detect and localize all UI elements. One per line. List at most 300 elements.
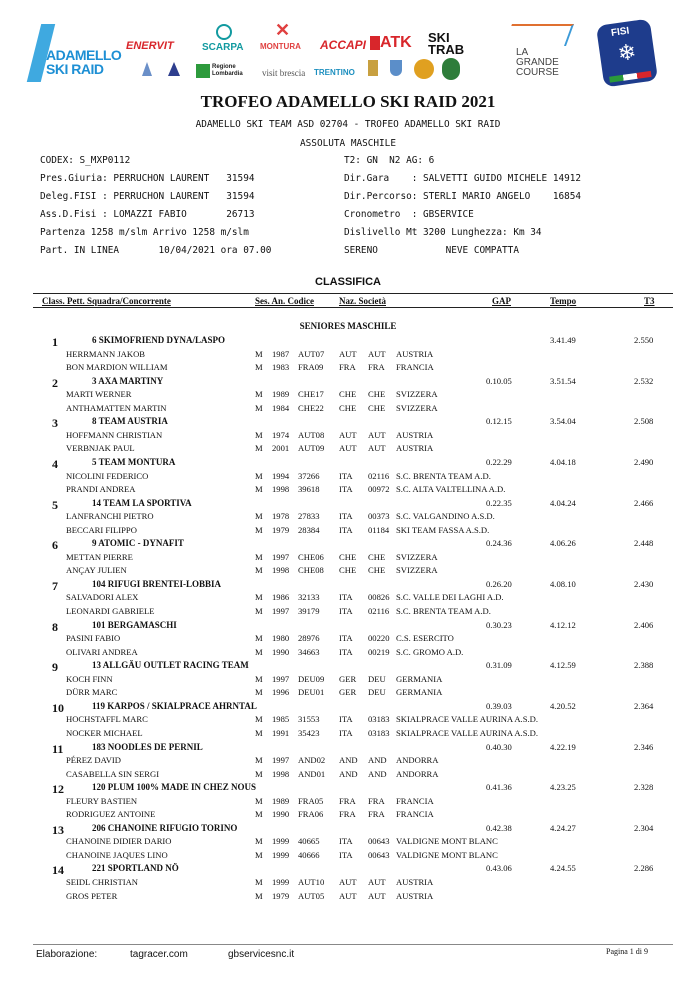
sponsor-logos [30,18,670,90]
athlete-year: 1997 [272,606,290,616]
athlete-name: LEONARDI GABRIELE [66,606,155,616]
athlete-code: 40666 [298,849,320,860]
athlete-row [0,850,696,863]
deleg-fisi: Deleg.FISI : PERRUCHON LAURENT 31594 [40,191,255,202]
team-gap: 0.31.09 [486,660,512,671]
team-name: 13 ALLGÄU OUTLET RACING TEAM [92,660,249,671]
athlete-name: NOCKER MICHAEL [66,727,143,738]
team-t3: 2.466 [634,497,654,508]
athlete-sex: M [255,755,263,766]
footer-site-gbservice[interactable]: gbservicesnc.it [228,949,295,960]
athlete-club-code: 00972 [368,484,390,495]
team-position: 8 [52,619,58,634]
athlete-club: SKIALPRACE VALLE AURINA A.S.D. [396,727,538,738]
athlete-code: 32133 [298,592,320,603]
athlete-code: AND02 [298,755,326,766]
athlete-row [0,674,696,687]
header-rule-top [33,293,673,294]
athlete-nation: FRA [339,362,356,373]
team-time: 4.04.18 [550,456,576,467]
athlete-row [0,565,696,578]
athlete-code: DEU01 [298,687,325,698]
athlete-club: AUSTRIA [396,877,434,887]
athlete-club-code: 01184 [368,524,390,535]
team-time: 4.23.25 [550,782,576,793]
team-name: 14 TEAM LA SPORTIVA [92,497,192,508]
athlete-code: 39179 [298,606,320,616]
col-gap: GAP [492,296,511,306]
athlete-name: BON MARDION WILLIAM [66,362,168,373]
team-t3: 2.508 [634,416,654,427]
team-position: 11 [52,741,64,756]
athlete-code: 40665 [298,836,320,847]
athlete-year: 1990 [272,646,290,657]
athlete-year: 1980 [272,633,290,644]
team-name: 3 AXA MARTINY [92,375,164,386]
team-row [0,498,696,511]
athlete-code: CHE17 [298,389,324,400]
athlete-club: C.S. ESERCITO [396,633,454,644]
adamello-ski-raid-logo: ADAMELLO SKI RAID [46,47,122,77]
athlete-code: FRA06 [298,809,324,820]
athlete-row [0,362,696,375]
team-position: 3 [52,416,58,431]
athlete-club: S.C. BRENTA TEAM A.D. [396,606,491,616]
team-row [0,823,696,836]
athlete-nation: AUT [339,348,357,359]
athlete-sex: M [255,389,263,400]
athlete-nation: AND [339,755,358,766]
team-name: 183 NOODLES DE PERNIL [92,741,203,752]
athlete-row [0,687,696,700]
athlete-nation: ITA [339,484,353,495]
athlete-sex: M [255,484,263,495]
athlete-club-code: DEU [368,673,386,684]
athlete-name: ANTHAMATTEN MARTIN [66,402,167,413]
classifica-heading: CLASSIFICA [315,276,381,288]
team-row [0,660,696,673]
scarpa-icon [216,24,232,40]
athlete-row [0,511,696,524]
col-t3: T3 [644,296,655,306]
athlete-club-code: 02116 [368,606,390,616]
athlete-club-code: 00219 [368,646,390,657]
athlete-club: FRANCIA [396,795,434,806]
athlete-year: 1990 [272,809,290,820]
athlete-sex: M [255,606,263,616]
athlete-code: 37266 [298,470,320,481]
athlete-sex: M [255,429,263,440]
athlete-row [0,728,696,741]
visit-brescia-logo: visit brescia [262,68,306,78]
enervit-logo: ENERVIT [126,40,174,52]
crest-3 [414,59,434,79]
athlete-sex: M [255,592,263,603]
athlete-name: DÜRR MARC [66,687,118,698]
athlete-club: AUSTRIA [396,890,434,901]
athlete-nation: CHE [339,551,357,562]
athlete-code: 27833 [298,511,320,522]
team-row [0,416,696,429]
athlete-year: 1998 [272,565,290,576]
athlete-club: S.C. BRENTA TEAM A.D. [396,470,491,481]
athlete-name: KOCH FINN [66,673,113,684]
athlete-name: SEIDL CHRISTIAN [66,877,139,887]
team-time: 4.24.27 [550,822,576,833]
dislivello: Dislivello Mt 3200 Lunghezza: Km 34 [344,227,542,238]
montura-x-icon: ✕ [275,20,291,40]
header-rule-bottom [33,307,673,308]
athlete-sex: M [255,849,263,860]
scarpa-logo: SCARPA [202,42,244,53]
athlete-nation: ITA [339,836,353,847]
athlete-year: 1996 [272,687,290,698]
athlete-sex: M [255,633,263,644]
athlete-name: PRANDI ANDREA [66,484,136,495]
part-in-linea: Part. IN LINEA 10/04/2021 ora 07.00 [40,245,272,256]
athlete-name: OLIVARI ANDREA [66,646,138,657]
athlete-code: CHE06 [298,551,324,562]
team-name: 104 RIFUGI BRENTEI-LOBBIA [92,578,222,589]
athlete-code: 28976 [298,633,320,644]
team-gap: 0.26.20 [486,578,512,589]
athlete-year: 1999 [272,849,290,860]
athlete-code: AUT10 [298,877,325,887]
athlete-name: CHANOINE JAQUES LINO [66,849,168,860]
athlete-year: 1974 [272,429,290,440]
athlete-nation: FRA [339,809,356,820]
team-row [0,620,696,633]
athlete-row [0,389,696,402]
team-t3: 2.304 [634,822,654,833]
athlete-name: VERBNJAK PAUL [66,443,135,454]
crest-2 [390,60,402,76]
athlete-year: 1998 [272,484,290,495]
athlete-nation: GER [339,673,357,684]
athlete-nation: ITA [339,646,353,657]
athlete-club-code: AUT [368,877,386,887]
athlete-row [0,606,696,619]
athlete-row [0,403,696,416]
small-logo-2 [168,62,180,76]
team-row [0,579,696,592]
team-row [0,863,696,876]
athlete-row [0,809,696,822]
athlete-sex: M [255,511,263,522]
crest-1 [368,60,378,76]
athlete-nation: CHE [339,402,357,413]
team-gap: 0.43.06 [486,863,512,874]
col-ses-an-code: Ses. An. Codice [255,296,315,306]
team-gap: 0.40.30 [486,741,512,752]
athlete-sex: M [255,877,263,887]
athlete-row [0,525,696,538]
page-title: TROFEO ADAMELLO SKI RAID 2021 [200,92,496,111]
athlete-name: RODRIGUEZ ANTOINE [66,809,156,820]
athlete-sex: M [255,402,263,413]
team-t3: 2.448 [634,538,654,549]
team-row [0,457,696,470]
athlete-nation: ITA [339,633,353,644]
athlete-year: 1979 [272,524,290,535]
athlete-nation: ITA [339,606,353,616]
team-gap: 0.24.36 [486,538,512,549]
team-name: 120 PLUM 100% MADE IN CHEZ NOUS [92,782,257,793]
athlete-year: 1999 [272,836,290,847]
athlete-sex: M [255,362,263,373]
athlete-nation: AUT [339,890,357,901]
athlete-name: PÉREZ DAVID [66,755,121,766]
team-position: 6 [52,538,58,553]
team-time: 4.24.55 [550,863,576,874]
team-time: 4.12.59 [550,660,576,671]
athlete-nation: AUT [339,443,357,454]
team-position: 14 [52,863,64,878]
team-position: 13 [52,822,64,837]
athlete-club-code: AND [368,755,387,766]
athlete-code: FRA05 [298,795,324,806]
athlete-sex: M [255,673,263,684]
athlete-name: HOFFMANN CHRISTIAN [66,429,163,440]
weather-snow: SERENO NEVE COMPATTA [344,245,519,256]
team-t3: 2.328 [634,782,654,793]
team-position: 1 [52,335,58,349]
athlete-club-code: 02116 [368,470,390,481]
athlete-year: 1983 [272,362,290,373]
athlete-club-code: 00373 [368,511,390,522]
team-time: 4.22.19 [550,741,576,752]
athlete-year: 1991 [272,727,290,738]
page-number: Pagina 1 di 9 [606,947,648,956]
team-name: 206 CHANOINE RIFUGIO TORINO [92,822,238,833]
ass-d-fisi: Ass.D.Fisi : LOMAZZI FABIO 26713 [40,209,255,220]
athlete-club: ANDORRA [396,755,439,766]
col-naz-soc: Naz. Società [339,296,386,306]
athlete-sex: M [255,443,263,454]
athlete-row [0,796,696,809]
athlete-row [0,430,696,443]
athlete-row [0,471,696,484]
team-gap: 0.42.38 [486,822,512,833]
athlete-name: HOCHSTAFFL MARC [66,714,148,725]
athlete-code: 28384 [298,524,320,535]
team-position: 2 [52,375,58,390]
team-name: 5 TEAM MONTURA [92,456,176,467]
team-name: 8 TEAM AUSTRIA [92,416,168,427]
lombardia-logo: Regione Lombardia [212,64,243,77]
team-position: 7 [52,578,58,593]
category-title: ASSOLUTA MASCHILE [300,138,396,149]
athlete-club: S.C. GROMO A.D. [396,646,464,657]
athlete-club-code: 00643 [368,836,390,847]
athlete-club-code: 03183 [368,714,390,725]
team-time: 3.54.04 [550,416,576,427]
athlete-nation: CHE [339,389,357,400]
athlete-nation: ITA [339,511,353,522]
t2-info: T2: GN N2 AG: 6 [344,155,435,166]
athlete-year: 1987 [272,348,290,359]
team-name: 6 SKIMOFRIEND DYNA/LASPO [92,335,226,345]
grande-course-mountain-icon [504,24,574,46]
athlete-club-code: AUT [368,429,386,440]
athlete-name: CHANOINE DIDIER DARIO [66,836,172,847]
athlete-nation: GER [339,687,357,698]
athlete-row [0,552,696,565]
team-name: 9 ATOMIC - DYNAFIT [92,538,184,549]
small-logo-1 [142,62,152,76]
athlete-club: AUSTRIA [396,348,434,359]
athlete-code: AND01 [298,768,326,779]
athlete-club-code: AUT [368,890,386,901]
athlete-row [0,633,696,646]
athlete-club-code: FRA [368,362,385,373]
team-gap: 0.10.05 [486,375,512,386]
event-subtitle: ADAMELLO SKI TEAM ASD 02704 - TROFEO ADAMELLO SKI RAID [195,119,501,130]
atk-logo: ATK [380,34,412,51]
athlete-club-code: AUT [368,443,386,454]
athlete-club-code: CHE [368,389,386,400]
athlete-club: SVIZZERA [396,389,438,400]
athlete-club: AUSTRIA [396,429,434,440]
team-position: 12 [52,782,64,797]
athlete-row [0,836,696,849]
athlete-code: DEU09 [298,673,325,684]
athlete-code: 31553 [298,714,320,725]
athlete-nation: AUT [339,429,357,440]
athlete-sex: M [255,809,263,820]
athlete-name: MARTI WERNER [66,389,132,400]
athlete-club: SVIZZERA [396,402,438,413]
team-name: 119 KARPOS / SKIALPRACE AHRNTAL [92,700,257,711]
fisi-text: FISI [610,25,631,39]
team-t3: 2.550 [634,335,654,345]
team-name: 221 SPORTLAND NÖ [92,863,179,874]
team-t3: 2.490 [634,456,654,467]
athlete-sex: M [255,768,263,779]
athlete-year: 1997 [272,551,290,562]
athlete-club-code: FRA [368,795,385,806]
athlete-row [0,769,696,782]
athlete-name: CASABELLA SIN SERGI [66,768,160,779]
athlete-year: 1979 [272,890,290,901]
athlete-nation: AND [339,768,358,779]
athlete-sex: M [255,795,263,806]
team-row [0,742,696,755]
team-row [0,782,696,795]
athlete-sex: M [255,348,263,359]
team-time: 4.06.26 [550,538,576,549]
footer-rule [33,944,673,945]
athlete-code: CHE08 [298,565,324,576]
athlete-name: HERRMANN JAKOB [66,348,146,359]
athlete-name: SALVADORI ALEX [66,592,139,603]
athlete-row [0,647,696,660]
athlete-club-code: DEU [368,687,386,698]
athlete-year: 1989 [272,389,290,400]
athlete-club: SVIZZERA [396,565,438,576]
athlete-club-code: 00826 [368,592,390,603]
team-time: 3.51.54 [550,375,576,386]
athlete-row [0,443,696,456]
athlete-club-code: 00220 [368,633,390,644]
fisi-logo [596,19,658,88]
montura-logo: MONTURA [260,42,301,51]
group-heading: SENIORES MASCHILE [299,321,397,331]
athlete-club-code: CHE [368,551,386,562]
team-position: 9 [52,660,58,675]
athlete-year: 1978 [272,511,290,522]
team-gap: 0.39.03 [486,700,512,711]
crest-4 [442,58,460,80]
team-row [0,376,696,389]
athlete-club-code: 03183 [368,727,390,738]
cronometro: Cronometro : GBSERVICE [344,209,474,220]
athlete-name: ANÇAY JULIEN [66,565,127,576]
athlete-year: 1984 [272,402,290,413]
athlete-code: 34663 [298,646,320,657]
athlete-club: GERMANIA [396,687,443,698]
athlete-nation: ITA [339,592,353,603]
athlete-club-code: CHE [368,402,386,413]
team-row [0,538,696,551]
accapi-logo: ACCAPI [320,38,367,52]
athlete-nation: ITA [339,714,353,725]
athlete-club: S.C. VALLE DEI LAGHI A.D. [396,592,504,603]
athlete-year: 1999 [272,877,290,887]
athlete-club: SVIZZERA [396,551,438,562]
athlete-year: 1986 [272,592,290,603]
col-class-pett-team: Class. Pett. Squadra/Concorrente [42,296,171,306]
team-t3: 2.532 [634,375,654,386]
team-t3: 2.346 [634,741,654,752]
team-time: 3.41.49 [550,335,576,345]
athlete-row [0,484,696,497]
athlete-row [0,877,696,890]
athlete-club: GERMANIA [396,673,443,684]
athlete-year: 1997 [272,673,290,684]
athlete-club-code: AUT [368,348,386,359]
athlete-row [0,349,696,362]
athlete-year: 1985 [272,714,290,725]
athlete-club: ANDORRA [396,768,439,779]
athlete-sex: M [255,646,263,657]
team-t3: 2.286 [634,863,654,874]
athlete-nation: FRA [339,795,356,806]
athlete-nation: ITA [339,524,353,535]
athlete-sex: M [255,470,263,481]
team-position: 5 [52,497,58,512]
athlete-club: SKIALPRACE VALLE AURINA A.S.D. [396,714,538,725]
team-t3: 2.388 [634,660,654,671]
athlete-year: 1998 [272,768,290,779]
team-gap: 0.30.23 [486,619,512,630]
athlete-sex: M [255,727,263,738]
athlete-year: 1989 [272,795,290,806]
athlete-name: PASINI FABIO [66,633,121,644]
footer-site-tagracer[interactable]: tagracer.com [130,949,188,960]
athlete-nation: CHE [339,565,357,576]
athlete-sex: M [255,836,263,847]
italy-flag-stripe [609,71,651,83]
dir-gara: Dir.Gara : SALVETTI GUIDO MICHELE 14912 [344,173,582,184]
athlete-club: AUSTRIA [396,443,434,454]
athlete-name: LANFRANCHI PIETRO [66,511,154,522]
athlete-nation: ITA [339,849,353,860]
athlete-code: 39618 [298,484,320,495]
athlete-code: AUT05 [298,890,325,901]
athlete-name: NICOLINI FEDERICO [66,470,149,481]
col-tempo: Tempo [550,296,577,306]
